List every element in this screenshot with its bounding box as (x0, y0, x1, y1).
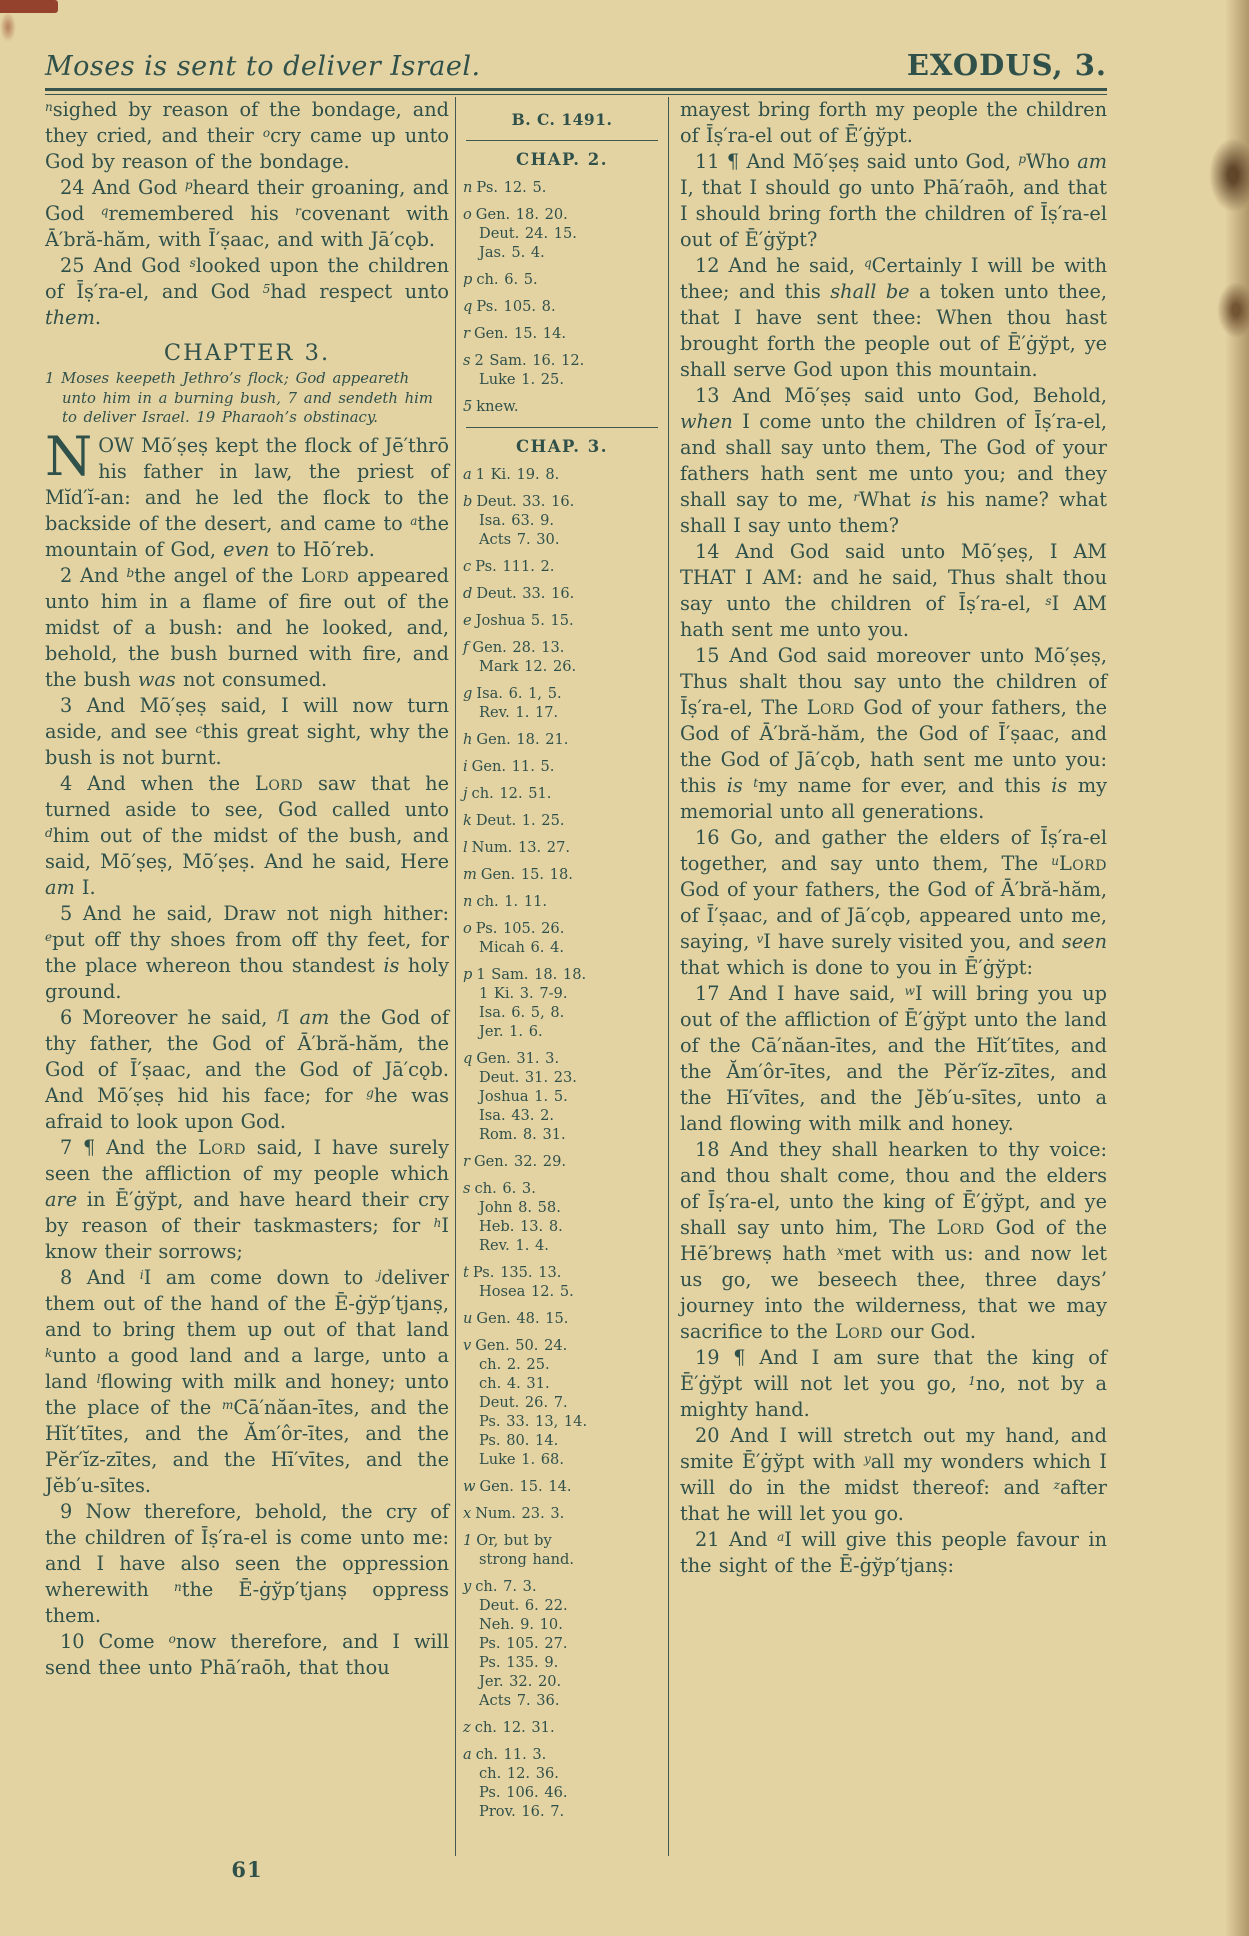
cross-reference: e Joshua 5. 15. (463, 612, 574, 629)
cross-reference: v Gen. 50. 24. ch. 2. 25. ch. 4. 31. Deut. 26. 7. Ps. 33. 13, 14. Ps. 80. 14. Luke 1. 68. (463, 1337, 588, 1468)
verse-paragraph: 8 And $^i$I am come down to $^j$deliver them out of the hand of the Ē-ġўp′tjanṣ, and to bring them up out of that land $^k$unto a good land and a large, unto a land $^l$flowing with milk and honey; unto the place of the $^m$Cā′năan-ītes, and the Hĭt′tītes, and the Ăm′ôr-ītes, and the Pĕr′ĭz-zītes, and the Hī′vītes, and the Jĕb′u-sītes. (45, 1265, 450, 1497)
cross-reference: g Isa. 6. 1, 5. Rev. 1. 17. (463, 685, 562, 721)
verse-paragraph: 4 And when the Lord saw that he turned aside to see, God called unto $^d$him out of the midst of the bush, and said, Mō′ṣeṣ, Mō′ṣeṣ. And he said, Here am I. (45, 771, 450, 899)
cross-reference: s 2 Sam. 16. 12. Luke 1. 25. (463, 352, 585, 388)
cross-reference: f Gen. 28. 13. Mark 12. 26. (463, 639, 577, 675)
cross-reference: q Ps. 105. 8. (463, 298, 556, 315)
verse-paragraph: 16 Go, and gather the elders of Īṣ′ra-el together, and say unto them, The $^u$Lord God of your fathers, the God of Ā′bră-hăm, of Ī′ṣaac, and of Jā′cǫb, appeared unto me, saying, $^v$I have surely visited you, and seen that which is done to you in Ē′ġўpt: (680, 826, 1107, 979)
cross-reference: o Gen. 18. 20. Deut. 24. 15. Jas. 5. 4. (463, 206, 577, 261)
cross-reference: q Gen. 31. 3. Deut. 31. 23. Joshua 1. 5. Isa. 43. 2. Rom. 8. 31. (463, 1050, 577, 1143)
cross-reference: m Gen. 15. 18. (463, 866, 573, 883)
cross-reference: p ch. 6. 5. (463, 271, 538, 288)
cross-reference: n Ps. 12. 5. (463, 179, 547, 196)
cross-reference: b Deut. 33. 16. Isa. 63. 9. Acts 7. 30. (463, 493, 575, 548)
verse-paragraph: 15 And God said moreover unto Mō′ṣeṣ, Thus shalt thou say unto the children of Īṣ′ra-el, The Lord God of your fathers, the God of Ā′bră-hăm, the God of Ī′ṣaac, and the God of Jā′cǫb, hath sent me unto you: this is $^t$my name for ever, and this is my memorial unto all generations. (680, 644, 1107, 823)
verse-paragraph: 19 ¶ And I am sure that the king of Ē′ġўpt will not let you go, $^1$no, not by a mighty hand. (680, 1346, 1107, 1421)
verse-paragraph: 14 And God said unto Mō′ṣeṣ, I AM THAT I AM: and he said, Thus shalt thou say unto the children of Īṣ′ra-el, $^s$I AM hath sent me unto you. (680, 540, 1107, 641)
red-edge-smudge (0, 12, 16, 42)
cross-reference: s ch. 6. 3. John 8. 58. Heb. 13. 8. Rev. 1. 4. (463, 1180, 563, 1254)
cross-reference: p 1 Sam. 18. 18. 1 Ki. 3. 7-9. Isa. 6. 5, 8. Jer. 1. 6. (463, 966, 587, 1040)
running-head: Moses is sent to deliver Israel. (45, 51, 481, 82)
verse-paragraph: $^n$sighed by reason of the bondage, and they cried, and their $^o$cry came up unto God by reason of the bondage. (45, 98, 449, 173)
cross-reference: a 1 Ki. 19. 8. (463, 466, 560, 483)
verse-paragraph: 21 And $^a$I will give this people favour in the sight of the Ē-ġўp′tjanṣ: (680, 1528, 1107, 1577)
cross-reference: r Gen. 32. 29. (463, 1153, 567, 1170)
cross-reference-list (463, 150, 661, 1821)
header-rule (45, 88, 1107, 95)
verse-paragraph: 24 And God $^p$heard their groaning, and God $^q$remembered his $^r$covenant with Ā′bră-hăm, with Ī′ṣaac, and with Jā′cǫb. (45, 176, 449, 251)
chapter-summary: 1 Moses keepeth Jethro’s flock; God appeareth unto him in a burning bush, 7 and sendeth him to deliver Israel. 19 Pharaoh’s obstinacy. (45, 370, 433, 426)
verse-paragraph: 11 ¶ And Mō′ṣeṣ said unto God, $^p$Who am I, that I should go unto Phā′raōh, and that I should bring forth the children of Īṣ′ra-el out of Ē′ġўpt? (680, 150, 1107, 251)
date-label: B. C. 1491. (511, 110, 613, 129)
cross-reference: i Gen. 11. 5. (463, 758, 555, 775)
page-number: 61 (231, 1857, 263, 1882)
cross-reference: j ch. 12. 51. (463, 785, 552, 802)
verse-paragraph: 7 ¶ And the Lord said, I have surely seen the affliction of my people which are in Ē′ġўpt, and have heard their cry by reason of their taskmasters; for $^h$I know their sorrows; (45, 1135, 449, 1263)
page-header (45, 48, 1107, 82)
cross-reference: k Deut. 1. 25. (463, 812, 565, 829)
divider (466, 140, 658, 141)
cross-reference: n ch. 1. 11. (463, 893, 548, 910)
verse-paragraph: 20 And I will stretch out my hand, and smite Ē′ġўpt with $^y$all my wonders which I will do in the midst thereof: and $^z$after that he will let you go. (680, 1424, 1107, 1525)
refs-section-title: CHAP. 3. (516, 437, 608, 456)
cross-reference: x Num. 23. 3. (463, 1505, 565, 1522)
right-text-column (669, 97, 1107, 1856)
page-content (45, 97, 1107, 1856)
verse-paragraph: 13 And Mō′ṣeṣ said unto God, Behold, when I come unto the children of Īṣ′ra-el, and shall say unto them, The God of your fathers hath sent me unto you; and they shall say to me, $^r$What is his name? what shall I say unto them? (680, 384, 1107, 537)
refs-section-title: CHAP. 2. (516, 150, 608, 169)
verse-paragraph: 6 Moreover he said, $^f$I am the God of thy father, the God of Ā′bră-hăm, the God of Ī′ṣaac, and the God of Jā′cǫb. And Mō′ṣeṣ hid his face; for $^g$he was afraid to look upon God. (45, 1005, 450, 1133)
verse-paragraph: 18 And they shall hearken to thy voice: and thou shalt come, thou and the elders of Īṣ′ra-el, unto the king of Ē′ġўpt, and ye shall say unto him, The Lord God of the Hē′brewṣ hath $^x$met with us: and now let us go, we beseech thee, three days’ journey into the wilderness, that we may sacrifice to the Lord our God. (680, 1138, 1108, 1343)
cross-reference: h Gen. 18. 21. (463, 731, 569, 748)
verse-paragraph: 12 And he said, $^q$Certainly I will be with thee; and this shall be a token unto thee, that I have sent thee: When thou hast brought forth the people out of Ē′ġўpt, ye shall serve God upon this mountain. (680, 254, 1107, 381)
cross-reference: y ch. 7. 3. Deut. 6. 22. Neh. 9. 10. Ps. 105. 27. Ps. 135. 9. Jer. 32. 20. Acts 7. 36. (463, 1578, 568, 1709)
left-text-column (45, 97, 455, 1856)
verse-paragraph: 17 And I have said, $^w$I will bring you up out of the affliction of Ē′ġўpt unto the land of the Cā′năan-ītes, and the Hĭt′tītes, and the Ăm′ôr-ītes, and the Pĕr′ĭz-zītes, and the Hī′vītes, and the Jĕb′u-sītes, unto a land flowing with milk and honey. (680, 982, 1107, 1135)
cross-reference: t Ps. 135. 13. Hosea 12. 5. (463, 1264, 574, 1300)
cross-reference: z ch. 12. 31. (463, 1719, 555, 1736)
cross-reference: d Deut. 33. 16. (463, 585, 575, 602)
cross-reference: w Gen. 15. 14. (463, 1478, 572, 1495)
verse-paragraph: 5 And he said, Draw not nigh hither: $^e$put off thy shoes from off thy feet, for the place whereon thou standest is holy ground. (45, 901, 449, 1003)
page-curl-stain (1217, 282, 1249, 338)
verse-paragraph: 25 And God $^s$looked upon the children of Īṣ′ra-el, and God $^5$had respect unto them. (45, 254, 449, 329)
verse-paragraph: 9 Now therefore, behold, the cry of the children of Īṣ′ra-el is come unto me: and I have also seen the oppression wherewith $^n$the Ē-ġўp′tjanṣ oppress them. (45, 1499, 449, 1627)
cross-reference: 1 Or, but by strong hand. (463, 1532, 574, 1568)
book-chapter-title: EXODUS, 3. (906, 48, 1107, 82)
verse-paragraph: 10 Come $^o$now therefore, and I will send thee unto Phā′raōh, that thou (45, 1629, 449, 1679)
verse-paragraph: mayest bring forth my people the children of Īṣ′ra-el out of Ē′ġўpt. (680, 98, 1107, 147)
cross-reference: r Gen. 15. 14. (463, 325, 567, 342)
divider (466, 427, 658, 428)
cross-reference: 5 knew. (463, 398, 519, 415)
cross-reference: c Ps. 111. 2. (463, 558, 555, 575)
cross-reference: a ch. 11. 3. ch. 12. 36. Ps. 106. 46. Prov. 16. 7. (463, 1746, 568, 1820)
page-curl-stain (1209, 138, 1249, 212)
verse-paragraph: 2 And $^b$the angel of the Lord appeared unto him in a flame of fire out of the midst of a bush: and he looked, and, behold, the bush burned with fire, and the bush was not consumed. (45, 563, 449, 691)
chapter-heading: CHAPTER 3. (163, 340, 331, 366)
cross-reference: l Num. 13. 27. (463, 839, 571, 856)
cross-reference: o Ps. 105. 26. Micah 6. 4. (463, 920, 565, 956)
center-reference-column (455, 97, 669, 1856)
verse-paragraph: NOW Mō′ṣeṣ kept the flock of Jē′thrō his father in law, the priest of Mĭd′ĭ-an: and he led the flock to the backside of the desert, and came to $^a$the mountain of God, even to Hō′reb. (45, 424, 449, 561)
verse-paragraph: 3 And Mō′ṣeṣ said, I will now turn aside, and see $^c$this great sight, why the bush is not burnt. (45, 693, 449, 769)
cross-reference: u Gen. 48. 15. (463, 1310, 569, 1327)
